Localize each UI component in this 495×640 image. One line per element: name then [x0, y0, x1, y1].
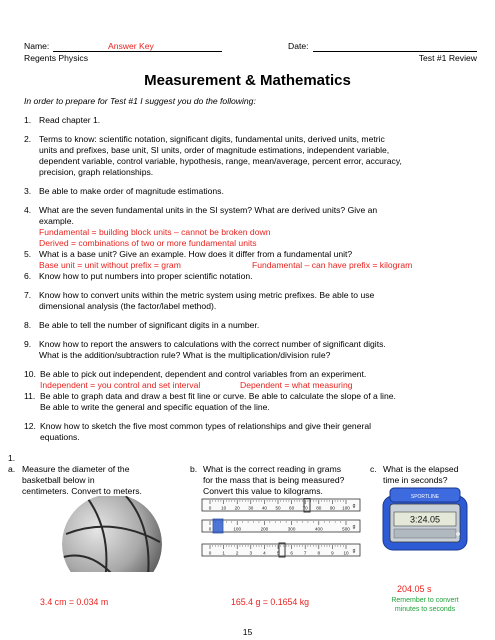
beam-tick-label: 0 [208, 550, 212, 556]
answer-c-note: Remember to convert minutes to seconds [391, 597, 459, 613]
beam-tick-label: 8 [317, 550, 321, 556]
beam-tick-label: 5 [276, 550, 280, 556]
beam-tick-label: 30 [248, 505, 254, 511]
beam-tick-label: 6 [290, 550, 293, 556]
triple-beam-balance-image [200, 498, 363, 562]
beam-tick-label: 0 [208, 505, 212, 511]
course-label: Regents Physics [24, 53, 89, 63]
question-b-letter: b. [190, 464, 198, 474]
beam-tick-label: 9 [331, 550, 334, 556]
list-item: 12. Know how to sketch the five most common types of relationships and give their general equations. [24, 421, 372, 442]
beam-tick-label: 500 [342, 526, 350, 532]
list-item: 3. Be able to make order of magnitude estimations. [24, 186, 224, 196]
beam-tick-label: 40 [261, 505, 267, 511]
beam-tick-label: 10 [343, 550, 349, 556]
answer-a: 3.4 cm = 0.034 m [40, 597, 109, 607]
beam-tick-label: 3 [249, 550, 253, 556]
beam-tick-label: 7 [303, 550, 307, 556]
beam-tick-label: 100 [233, 526, 242, 532]
name-answer: Answer Key [108, 41, 154, 51]
question-c-text: What is the elapsed time in seconds? [383, 464, 459, 485]
name-field [53, 41, 222, 52]
question-b-text: What is the correct reading in grams for the mass that is being measured? Convert this value to kilograms. [203, 464, 345, 496]
stopwatch-image [382, 486, 468, 552]
beam-tick-label: 2 [235, 550, 239, 556]
answer-text: Independent = you control and set interval Dependent = what measuring [40, 380, 353, 390]
list-item: 2. Terms to know: scientific notation, significant digits, fundamental units, derived units, metric units and prefixes, base unit, SI units, order of magnitude estimations, independent variable, dependent variable, control variable, hypothesis, range, mean/average, percent error, accuracy, precision, graph relationships. [24, 134, 402, 177]
list-item: 5. What is a base unit? Give an example. How does it differ from a fundamental unit? Base unit = unit without prefix = gram Fundamental – can have prefix = kilogram [24, 249, 476, 271]
question-a-text: Measure the diameter of the basketball below in centimeters. Convert to meters. [22, 464, 142, 496]
question-c-letter: c. [370, 464, 377, 474]
stopwatch-brand: SPORTLINE [410, 494, 440, 500]
answer-text: Base unit = unit without prefix = gram Fundamental – can have prefix = kilogram [39, 260, 413, 270]
beam-tick-label: 400 [314, 526, 323, 532]
answer-b: 165.4 g = 0.1654 kg [231, 597, 310, 607]
list-item: 7. Know how to convert units within the metric system using metric prefixes. Be able to use dimensional analysis (the factor/label method). [24, 290, 375, 311]
beam-tick-label: 70 [302, 505, 308, 511]
beam-tick-label: 10 [221, 505, 227, 511]
list-item: 11. Be able to graph data and draw a best fit line or curve. Be able to calculate the slope of a line. Be able to write the general and specific equation of the line. [24, 391, 396, 412]
beam-tick-label: 4 [263, 550, 266, 556]
beam-tick-label: 20 [234, 505, 240, 511]
list-item: 6. Know how to put numbers into proper scientific notation. [24, 271, 253, 281]
list-item: 9. Know how to report the answers to calculations with the correct number of significant digits. What is the addition/subtraction rule? What is the multiplication/division rule? [24, 339, 386, 360]
date-field [313, 51, 477, 52]
question-a-letter: a. [8, 464, 16, 474]
page-number: 15 [242, 627, 253, 637]
page-title: Measurement & Mathematics [144, 72, 351, 89]
stopwatch-display: 3:24.05 [409, 514, 441, 525]
beam-tick-label: 0 [208, 526, 212, 532]
beam-unit-label: g [352, 548, 356, 554]
question-number: 1. [8, 453, 16, 463]
answer-text: Derived = combinations of two or more fundamental units [39, 238, 257, 248]
beam-unit-label: g [352, 503, 356, 509]
beam-unit-label: g [352, 524, 356, 530]
beam-tick-label: 80 [316, 505, 322, 511]
list-item: 4. What are the seven fundamental units in the SI system? What are derived units? Give an example. Fundamental = building block units – cannot be broken down Derived = combinations of two or more fundamental units [24, 205, 476, 249]
beam-tick-label: 200 [260, 526, 269, 532]
date-label: Date: [288, 41, 309, 51]
beam-tick-label: 50 [275, 505, 281, 511]
beam-tick-label: 90 [329, 505, 335, 511]
list-item: 10. Be able to pick out independent, dependent and control variables from an experiment. Independent = you control and set interval Dependent = what measuring [24, 369, 476, 391]
intro-text: In order to prepare for Test #1 I suggest you do the following: [24, 96, 256, 106]
name-label: Name: [24, 41, 50, 51]
beam-tick-label: 300 [287, 526, 296, 532]
beam-tick-label: 1 [222, 550, 225, 556]
beam-tick-label: 60 [289, 505, 295, 511]
basketball-image [56, 496, 166, 572]
answer-c: 204.05 s [397, 584, 432, 594]
list-item: 8. Be able to tell the number of significant digits in a number. [24, 320, 260, 330]
list-item: 1. Read chapter 1. [24, 115, 101, 125]
test-label: Test #1 Review [418, 53, 477, 63]
answer-text: Fundamental = building block units – cannot be broken down [39, 227, 271, 237]
beam-tick-label: 100 [342, 505, 350, 511]
